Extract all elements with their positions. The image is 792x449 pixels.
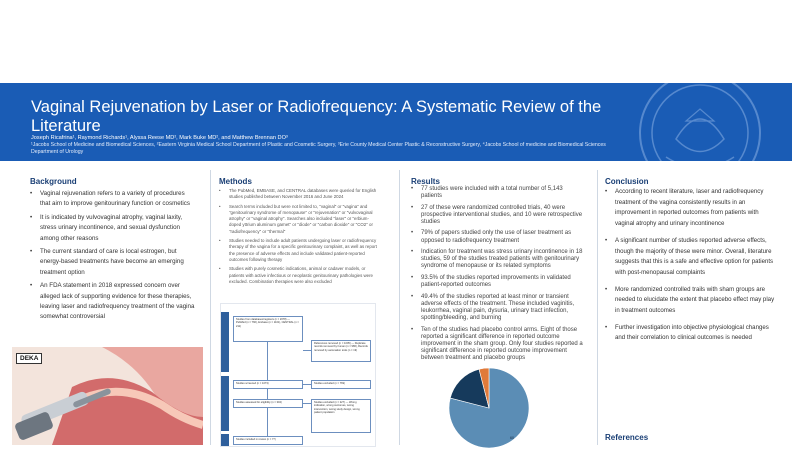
list-item: • More randomized controlled trails with sham groups are needed to elucidate the extent that placebo effect may play in treatment outcomes: [605, 285, 777, 317]
affiliations: ¹Jacobs School of Medicine and Biomedical Sciences, ²Eastern Virginia Medical School Department of Plastic and Cosmetic Surgery, ³Erie County Medical Center Plastic & Reconstructive Surgery, ⁴Jacobs School of medicine and Biomedical Sciences Department of Urology: [31, 142, 606, 156]
list-item: • 79% of papers studied only the use of laser treatment as opposed to radiofrequency treatment: [411, 230, 583, 244]
results-heading: Results: [411, 177, 440, 186]
list-item: • It is indicated by vulvovaginal atrophy, vaginal laxity, stress urinary incontinence, and sexual dysfunction among other reasons: [30, 213, 196, 244]
list-item: • The current standard of care is local estrogen, but energy-based treatments have become an emerging treatment option: [30, 247, 196, 278]
phase-bar: [221, 312, 229, 372]
results-list: [411, 186, 583, 366]
background-heading: Background: [30, 177, 77, 186]
list-item: • Indication for treatment was stress urinary incontinence in 18 studies, 59 of the studies treated patients with genitourinary syndrome of menopause or its related symptoms: [411, 249, 583, 270]
phase-bar: [221, 376, 229, 431]
flow-box: Studies included in review (n = 77): [233, 436, 303, 445]
list-item: • 49.4% of the studies reported at least minor or transient adverse effects of the treatment. These included vaginitis, leukorrhea, vaginal pain, dysuria, urinary tract infection, spotting/bleeding, and burning: [411, 294, 583, 322]
list-item: • Ten of the studies had placebo control arms. Eight of those reported a significant difference in reported outcome improvement in the sham group. Only four studies reported a significant difference in reported outcome improvement between treatment and placebo groups: [411, 327, 583, 362]
device-illustration: [12, 347, 203, 445]
list-item: • Vaginal rejuvenation refers to a variety of procedures that aim to improve genitourinary function or cosmetics: [30, 189, 196, 210]
poster-title: Vaginal Rejuvenation by Laser or Radiofrequency: A Systematic Review of the Literature: [31, 98, 602, 135]
background-list: [30, 189, 196, 326]
flow-box: Studies screened (n = 1073): [233, 380, 303, 389]
phase-bar: [221, 434, 229, 446]
conclusion-heading: Conclusion: [605, 177, 649, 186]
flow-box: References removed (n = 1005) — Duplicate records removed by human (n = 986), Records removed by automation tools (n = 19): [311, 340, 371, 362]
methods-heading: Methods: [219, 177, 252, 186]
column-divider: [597, 170, 598, 445]
flow-arrow: [267, 408, 268, 436]
list-item: • Search terms included but were not limited to, "vaginal" or "vagina" and "genitourinary syndrome of menopause" or "rejuvenation" or "vulvovaginal atrophy" or "vaginal atrophy". Searches also included "laser" or "erbium-doped yttrium aluminum garnet" or "diode" or "carbon dioxide" or "CO2" or "radiofrequency" or "thermal": [219, 204, 381, 235]
university-seal-icon: [636, 83, 764, 161]
pie-data-label: 60: [510, 436, 514, 440]
flow-box: Studies excluded (n = 769): [311, 380, 371, 389]
list-item: • The PubMed, EMBASE, and CENTRAL databases were queried for English studies published between November 2016 and June 2024: [219, 188, 381, 201]
flow-arrow: [303, 350, 311, 351]
conclusion-list: [605, 187, 777, 350]
title-banner: [0, 83, 792, 161]
list-item: • 27 of these were randomized controlled trials, 40 were prospective interventional studies, and 10 were retrospective studies: [411, 205, 583, 226]
prisma-flow-diagram: [220, 303, 376, 447]
methods-list: [219, 188, 381, 288]
list-item: • 77 studies were included with a total number of 5,143 patients: [411, 186, 583, 200]
top-margin: [0, 0, 792, 83]
author-list: Joseph Ricafrina¹, Raymond Richards¹, Alyssa Reese MD², Mark Buke MD², and Matthew Brennan DO³: [31, 135, 288, 141]
list-item: • Studies needed to include adult patients undergoing laser or radiofrequency therapy of the vagina for a specific genitourinary complaint, as well as report the presence of adverse effects and include validated patient-reported outcomes following therapy: [219, 238, 381, 263]
flow-box: Studies excluded (n = 227) — Wrong indication, wrong outcomes, wrong intervention, wrong study design, wrong patient population: [311, 399, 371, 433]
flow-arrow: [267, 342, 268, 380]
references-heading: References: [605, 433, 649, 442]
flow-arrow: [303, 403, 311, 404]
flow-box: Studies assessed for eligibility (n = 304): [233, 399, 303, 408]
study-type-pie-chart: [448, 367, 530, 449]
list-item: • According to recent literature, laser and radiofrequency treatment of the vagina consistently results in an improvement in reported outcomes from patients with vaginal atrophy and urinary incontinence: [605, 187, 777, 230]
list-item: • 93.5% of the studies reported improvements in validated patient-reported outcomes: [411, 275, 583, 289]
list-item: • A significant number of studies reported adverse effects, though the majority of these were minor. Overall, literature suggests that this is a safe and effective option for patients with post-menopausal complaints: [605, 236, 777, 279]
flow-box: Studies from databases/registers (n = 2078) — PubMed (n = 766), Embase (n = 1101), CENTRAL (n = 211): [233, 316, 303, 342]
flow-arrow: [303, 384, 311, 385]
flow-arrow: [267, 389, 268, 399]
column-divider: [210, 170, 211, 445]
list-item: • Studies with purely cosmetic indications, animal or cadaver models, or patients with active infectious or neoplastic genitourinary pathologies were excluded. Combination therapies were also excluded: [219, 266, 381, 285]
brand-label: DEKA: [16, 353, 42, 364]
column-divider: [399, 170, 400, 445]
list-item: • Further investigation into objective physiological changes and their correlation to clinical outcomes is needed: [605, 323, 777, 344]
list-item: • An FDA statement in 2018 expressed concern over alleged lack of supporting evidence for these therapies, leaving laser and radiofrequency treatment of the vagina somewhat controversial: [30, 281, 196, 323]
